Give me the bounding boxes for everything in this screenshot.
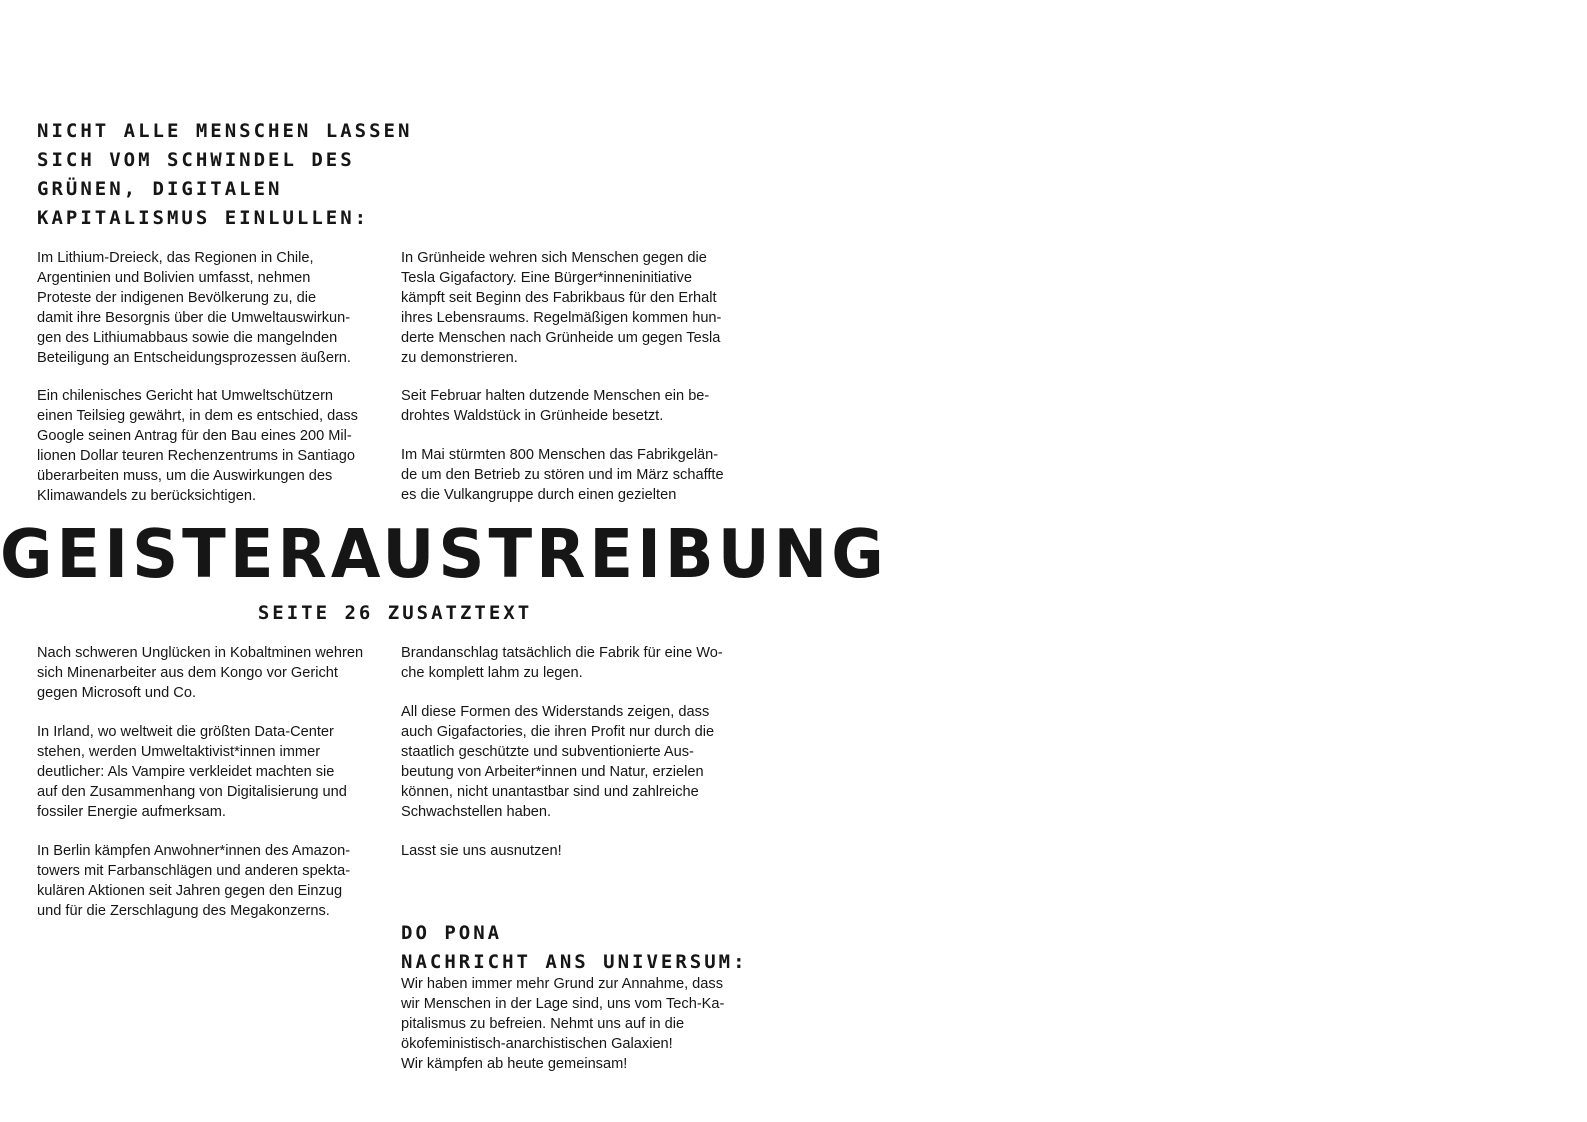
text-line: Seit Februar halten dutzende Menschen ein be-: [401, 388, 710, 404]
call-to-action-paragraph: [401, 841, 562, 861]
closing-heading-line: DO PONA: [401, 922, 503, 944]
text-line: Schwachstellen haben.: [401, 804, 552, 820]
text-line: che komplett lahm zu legen.: [401, 665, 583, 681]
text-line: beutung von Arbeiter*innen und Natur, erzielen: [401, 764, 704, 780]
text-line: Google seinen Antrag für den Bau eines 200 Mil-: [37, 428, 352, 444]
arson-continuation-paragraph: [401, 643, 723, 683]
intro-heading-line: KAPITALISMUS EINLULLEN:: [37, 207, 370, 229]
text-line: Lasst sie uns ausnutzen!: [401, 843, 562, 859]
text-line: staatlich geschützte und subventionierte Aus-: [401, 744, 694, 760]
text-line: überarbeiten muss, um die Auswirkungen des: [37, 468, 333, 484]
closing-heading-line: NACHRICHT ANS UNIVERSUM:: [401, 951, 748, 973]
text-line: sich Minenarbeiter aus dem Kongo vor Gericht: [37, 665, 338, 681]
text-line: pitalismus zu befreien. Nehmt uns auf in die: [401, 1016, 685, 1032]
text-line: stehen, werden Umweltaktivist*innen immer: [37, 744, 321, 760]
ireland-datacenter-paragraph: [37, 722, 347, 822]
text-line: gegen Microsoft und Co.: [37, 685, 196, 701]
text-line: Proteste der indigenen Bevölkerung zu, die: [37, 290, 317, 306]
text-line: wir Menschen in der Lage sind, uns vom Tech-Ka-: [401, 996, 725, 1012]
text-line: auch Gigafactories, die ihren Profit nur durch die: [401, 724, 715, 740]
text-line: derte Menschen nach Grünheide um gegen Tesla: [401, 330, 721, 346]
text-line: ökofeministisch-anarchistischen Galaxien!: [401, 1036, 673, 1052]
closing-heading: [401, 919, 748, 977]
text-line: Nach schweren Unglücken in Kobaltminen wehren: [37, 645, 364, 661]
text-line: In Grünheide wehren sich Menschen gegen die: [401, 250, 707, 266]
text-line: Im Lithium-Dreieck, das Regionen in Chile,: [37, 250, 314, 266]
text-line: damit ihre Besorgnis über die Umweltauswirkun-: [37, 310, 351, 326]
intro-heading: [37, 117, 412, 233]
text-line: lionen Dollar teuren Rechenzentrums in Santiago: [37, 448, 356, 464]
text-line: gen des Lithiumabbaus sowie die mangelnden: [37, 330, 338, 346]
text-line: Ein chilenisches Gericht hat Umweltschützern: [37, 388, 334, 404]
text-line: Wir kämpfen ab heute gemeinsam!: [401, 1056, 628, 1072]
text-line: Klimawandels zu berücksichtigen.: [37, 488, 257, 504]
text-line: Argentinien und Bolivien umfasst, nehmen: [37, 270, 311, 286]
cobalt-mines-paragraph: [37, 643, 363, 703]
text-line: ihres Lebensraums. Regelmäßigen kommen hun-: [401, 310, 722, 326]
forest-occupation-paragraph: [401, 386, 709, 426]
lithium-triangle-paragraph: [37, 248, 351, 368]
intro-heading-line: NICHT ALLE MENSCHEN LASSEN: [37, 120, 413, 142]
text-line: auf den Zusammenhang von Digitalisierung und: [37, 784, 347, 800]
text-line: Tesla Gigafactory. Eine Bürger*inneninitiative: [401, 270, 692, 286]
text-line: einen Teilsieg gewährt, in dem es entschied, dass: [37, 408, 358, 424]
page-title: GEISTERAUSTREIBUNG: [0, 516, 888, 594]
text-line: Im Mai stürmten 800 Menschen das Fabrikgelän-: [401, 447, 719, 463]
resistance-summary-paragraph: [401, 702, 714, 822]
text-line: In Irland, wo weltweit die größten Data-Center: [37, 724, 334, 740]
text-line: kulären Aktionen seit Jahren gegen den Einzug: [37, 883, 343, 899]
text-line: Brandanschlag tatsächlich die Fabrik für eine Wo-: [401, 645, 723, 661]
text-line: Beteiligung an Entscheidungsprozessen äußern.: [37, 350, 351, 366]
text-line: All diese Formen des Widerstands zeigen, dass: [401, 704, 710, 720]
text-line: zu demonstrieren.: [401, 350, 518, 366]
text-line: kämpft seit Beginn des Fabrikbaus für den Erhalt: [401, 290, 717, 306]
text-line: und für die Zerschlagung des Megakonzerns.: [37, 903, 330, 919]
intro-heading-line: GRÜNEN, DIGITALEN: [37, 178, 283, 200]
page-subtitle: SEITE 26 ZUSATZTEXT: [257, 602, 533, 624]
text-line: deutlicher: Als Vampire verkleidet machten sie: [37, 764, 335, 780]
text-line: Wir haben immer mehr Grund zur Annahme, dass: [401, 976, 724, 992]
berlin-amazon-paragraph: [37, 841, 350, 921]
intro-heading-line: SICH VOM SCHWINDEL DES: [37, 149, 355, 171]
closing-message-paragraph: [401, 974, 724, 1074]
gruenheide-paragraph: [401, 248, 721, 368]
text-line: können, nicht unantastbar sind und zahlreiche: [401, 784, 699, 800]
text-line: es die Vulkangruppe durch einen gezielten: [401, 487, 677, 503]
text-line: de um den Betrieb zu stören und im März schaffte: [401, 467, 724, 483]
text-line: In Berlin kämpfen Anwohner*innen des Amazon-: [37, 843, 351, 859]
text-line: fossiler Energie aufmerksam.: [37, 804, 226, 820]
chile-court-paragraph: [37, 386, 358, 506]
factory-storming-paragraph: [401, 445, 724, 505]
text-line: drohtes Waldstück in Grünheide besetzt.: [401, 408, 664, 424]
text-line: towers mit Farbanschlägen und anderen spekta-: [37, 863, 351, 879]
